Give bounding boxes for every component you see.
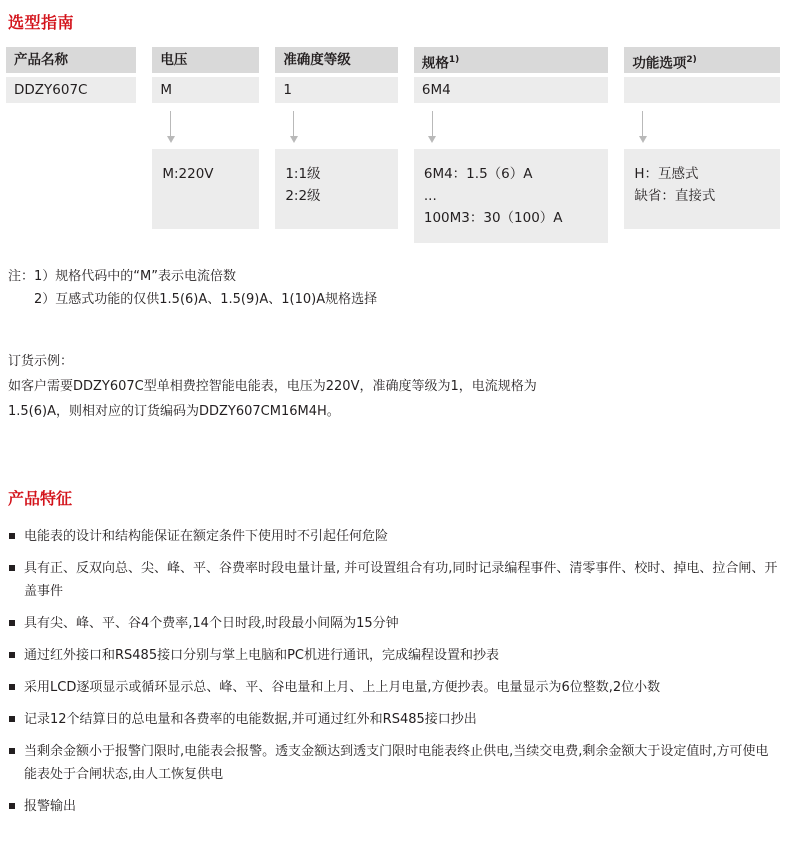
description-line: H：互感式 [634,166,699,182]
selection-columns-row [6,47,780,243]
column-header [624,47,780,73]
column-header [6,47,136,73]
column-description [152,149,259,229]
list-item: 通过红外接口和RS485接口分别与掌上电脑和PC机进行通讯，完成编程设置和抄表 [8,644,780,667]
order-example-line-2: 1.5(6)A，则相对应的订货编码为DDZY607CM16M4H。 [8,404,340,419]
list-item: 具有尖、峰、平、谷4个费率,14个日时段,时段最小间隔为15分钟 [8,612,780,635]
order-example [8,349,780,424]
column-header-footnote: 1) [448,55,460,65]
selection-guide-table [6,47,780,243]
column-value [624,77,780,103]
description-line: ... [423,188,437,204]
list-item: 具有正、反双向总、尖、峰、平、谷费率时段电量计量, 并可设置组合有功,同时记录编程事件、清零事件、校时、掉电、拉合闸、开盖事件 [8,557,780,603]
footnote-1: 注：1）规格代码中的“M”表示电流倍数 [8,269,236,284]
column-value: 6M4 [414,77,609,103]
description-line: 6M4：1.5（6）A [423,166,533,182]
column-value: 1 [275,77,398,103]
column-description [6,149,136,229]
arrow-area [152,103,259,149]
column-value: DDZY607C [6,77,136,103]
column-value: M [152,77,259,103]
list-item: 当剩余金额小于报警门限时,电能表会报警。透支金额达到透支门限时电能表终止供电,当续交电费,剩余金额大于设定值时,方可使电能表处于合闸状态,由人工恢复供电 [8,740,780,786]
column-header-footnote: 2) [686,55,697,65]
column-header-label: 规格 [421,55,449,72]
description-line: 缺省：直接式 [634,188,716,204]
list-item: 电能表的设计和结构能保证在额定条件下使用时不引起任何危险 [8,525,780,548]
down-arrow-icon [170,111,171,137]
list-item: 采用LCD逐项显示或循环显示总、峰、平、谷电量和上月、上上月电量,方便抄表。电量显示为6位整数,2位小数 [8,676,780,699]
selection-column-function-option [624,47,780,229]
page-title: 选型指南 [8,13,75,32]
arrow-area [414,103,609,149]
description-line: 1:1级 [285,166,321,182]
selection-column-accuracy-class [275,47,398,229]
description-line: 100M3：30（100）A [423,210,563,226]
column-header [152,47,259,73]
selection-column-voltage [152,47,259,229]
order-example-title: 订货示例： [8,354,74,369]
column-header [414,47,609,73]
arrow-area [275,103,398,149]
down-arrow-icon [293,111,294,137]
column-header-label: 产品名称 [14,52,68,68]
down-arrow-icon [642,111,643,137]
arrow-area-empty [6,103,136,149]
footnote-2: 2）互感式功能的仅供1.5(6)A、1.5(9)A、1(10)A规格选择 [34,292,378,307]
list-item: 报警输出 [8,795,780,818]
column-header [275,47,398,73]
description-line: M:220V [162,166,214,182]
column-description [624,149,780,229]
order-example-line-1: 如客户需要DDZY607C型单相费控智能电能表，电压为220V，准确度等级为1，电流规格为 [8,379,537,394]
features-title: 产品特征 [8,489,73,508]
selection-column-product-name [6,47,136,229]
footnotes [8,265,780,311]
arrow-area [624,103,780,149]
column-header-label: 准确度等级 [283,52,351,68]
features-list [6,525,780,818]
column-description [275,149,398,229]
selection-column-specification [414,47,609,243]
column-description [414,149,609,243]
column-header-label: 电压 [160,52,188,68]
list-item: 记录12个结算日的总电量和各费率的电能数据,并可通过红外和RS485接口抄出 [8,708,780,731]
description-line: 2:2级 [285,188,321,204]
down-arrow-icon [432,111,433,137]
column-header-label: 功能选项 [632,55,687,72]
